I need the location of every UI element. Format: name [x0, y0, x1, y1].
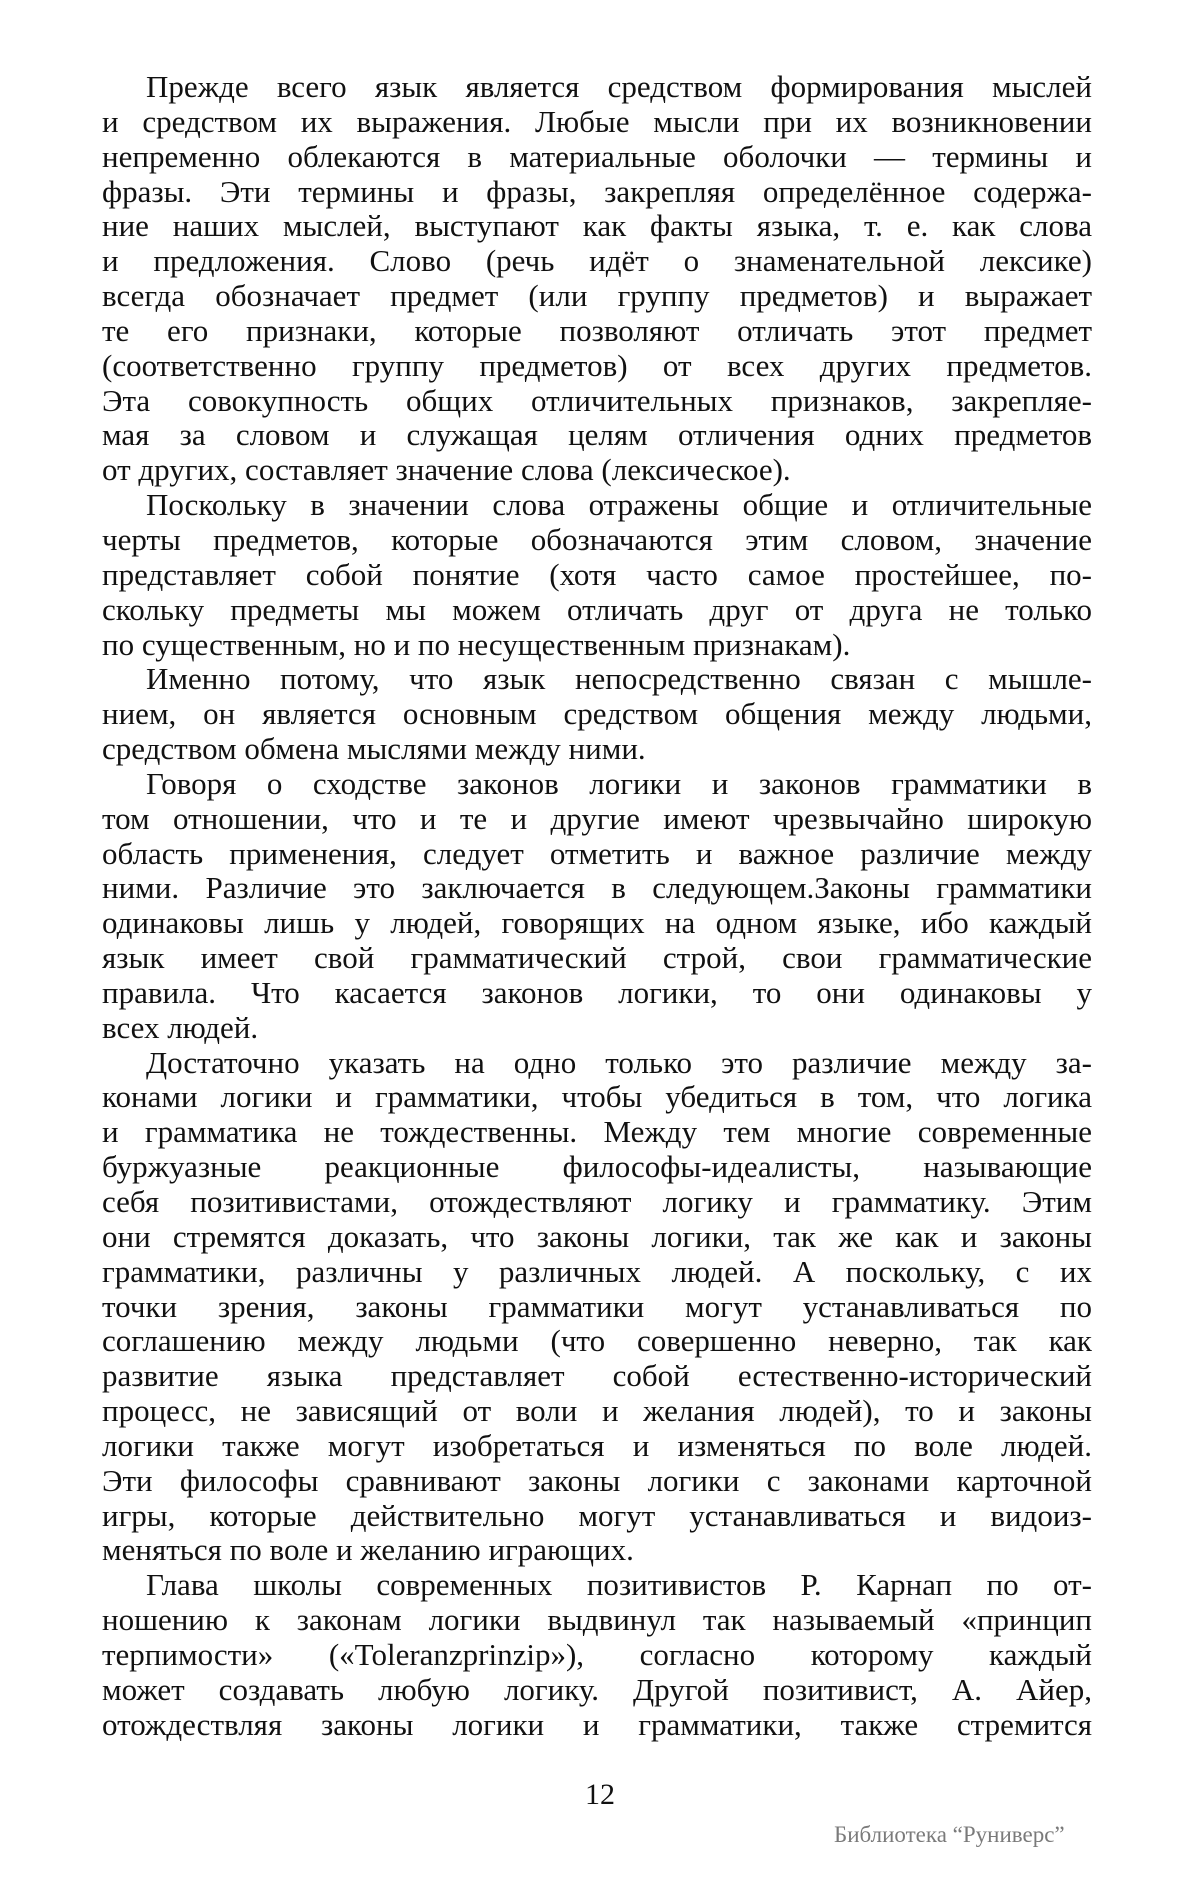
text-line: соглашению между людьми (что совершенно неверно, так как: [102, 1323, 1092, 1359]
text-line: конами логики и грамматики, чтобы убедиться в том, что логика: [102, 1079, 1092, 1115]
text-line: Прежде всего язык является средством формирования мыслей: [146, 69, 1092, 104]
text-line: черты предметов, которые обозначаются этим словом, значение: [102, 521, 1092, 557]
text-line: ними. Различие это заключается в следующем.Законы грамматики: [102, 870, 1092, 906]
text-line: язык имеет свой грамматический строй, свои грамматические: [102, 940, 1092, 976]
text-line: правила. Что касается законов логики, то они одинаковы у: [102, 974, 1092, 1010]
text-line: точки зрения, законы грамматики могут устанавливаться по: [102, 1288, 1092, 1324]
page-number: 12: [585, 1778, 615, 1811]
paragraph: [102, 1046, 1092, 1569]
text-line: (соответственно группу предметов) от всех других предметов.: [102, 347, 1092, 383]
text-line: развитие языка представляет собой естественно-исторический: [102, 1358, 1092, 1394]
text-line: логики также могут изобретаться и изменяться по воле людей.: [102, 1427, 1092, 1463]
text-line: процесс, не зависящий от воли и желания людей), то и законы: [102, 1393, 1092, 1429]
text-line: мая за словом и служащая целям отличения одних предметов: [102, 417, 1092, 453]
text-line: игры, которые действительно могут устанавливаться и видоиз-: [102, 1497, 1092, 1533]
text-line: ние наших мыслей, выступают как факты языка, т. е. как слова: [102, 208, 1092, 244]
text-line: буржуазные реакционные философы-идеалисты, называющие: [102, 1149, 1092, 1185]
paragraph: [102, 1568, 1092, 1742]
paragraph: [102, 70, 1092, 488]
text-line: может создавать любую логику. Другой позитивист, А. Айер,: [102, 1671, 1092, 1707]
paragraph: [102, 662, 1092, 767]
text-line: Поскольку в значении слова отражены общие и отличительные: [146, 487, 1092, 523]
text-line: от других, составляет значение слова (лексическое).: [102, 452, 791, 488]
text-line: отождествляя законы логики и грамматики, также стремится: [102, 1706, 1092, 1742]
text-line: и предложения. Слово (речь идёт о знаменательной лексике): [102, 243, 1092, 279]
text-line: всегда обозначает предмет (или группу предметов) и выражает: [102, 278, 1092, 314]
text-line: представляет собой понятие (хотя часто самое простейшее, по-: [102, 556, 1092, 592]
paragraph: [102, 767, 1092, 1046]
text-line: по существенным, но и по несущественным признакам).: [102, 626, 851, 662]
paragraph: [102, 488, 1092, 662]
text-line: Эти философы сравнивают законы логики с законами карточной: [102, 1462, 1092, 1498]
text-line: и грамматика не тождественны. Между тем многие современные: [102, 1114, 1092, 1150]
text-line: и средством их выражения. Любые мысли при их возникновении: [102, 103, 1092, 139]
text-line: меняться по воле и желанию играющих.: [102, 1532, 634, 1568]
text-line: область применения, следует отметить и важное различие между: [102, 835, 1092, 871]
text-line: Говоря о сходстве законов логики и законов грамматики в: [146, 765, 1092, 801]
text-line: они стремятся доказать, что законы логики, так же как и законы: [102, 1218, 1092, 1254]
text-line: ношению к законам логики выдвинул так называемый «принцип: [102, 1602, 1092, 1638]
text-line: Достаточно указать на одно только это различие между за-: [146, 1044, 1092, 1080]
text-line: себя позитивистами, отождествляют логику и грамматику. Этим: [102, 1184, 1092, 1219]
text-line: том отношении, что и те и другие имеют чрезвычайно широкую: [102, 800, 1092, 836]
text-line: Эта совокупность общих отличительных признаков, закрепляе-: [102, 382, 1092, 418]
text-line: нием, он является основным средством общения между людьми,: [102, 696, 1092, 732]
text-line: скольку предметы мы можем отличать друг от друга не только: [102, 591, 1092, 627]
text-line: фразы. Эти термины и фразы, закрепляя определённое содержа-: [102, 173, 1092, 209]
text-line: непременно облекаются в материальные оболочки — термины и: [102, 138, 1092, 174]
text-line: всех людей.: [102, 1009, 259, 1045]
text-line: Глава школы современных позитивистов Р. Карнап по от-: [146, 1567, 1092, 1603]
text-line: те его признаки, которые позволяют отличать этот предмет: [102, 312, 1092, 348]
text-line: одинаковы лишь у людей, говорящих на одном языке, ибо каждый: [102, 905, 1092, 941]
text-line: грамматики, различны у различных людей. А поскольку, с их: [102, 1253, 1092, 1289]
library-watermark: Библиотека “Руниверс”: [834, 1822, 1065, 1847]
body-text: [102, 70, 1092, 1743]
text-line: средством обмена мыслями между ними.: [102, 731, 646, 767]
text-line: терпимости» («Toleranzprinzip»), согласно которому каждый: [102, 1636, 1092, 1672]
text-line: Именно потому, что язык непосредственно связан с мышле-: [146, 661, 1092, 697]
